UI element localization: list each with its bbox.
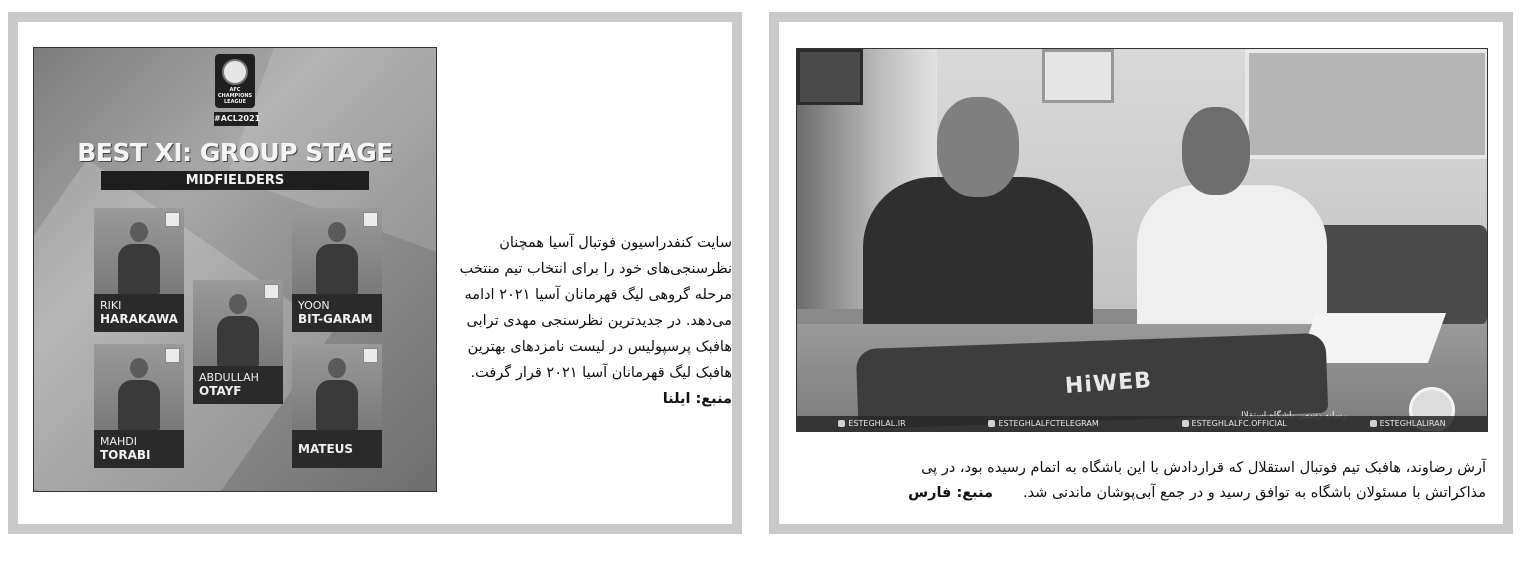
caption-line: آرش رضاوند، هافبک تیم فوتبال استقلال که قراردادش با این باشگاه به اتمام رسیده بود، در پی	[921, 460, 1486, 476]
contract-signing-photo	[796, 48, 1488, 432]
graphic-title: BEST XI: GROUP STAGE	[77, 138, 393, 167]
wall-frame	[797, 49, 863, 105]
acl-logo-icon	[215, 54, 255, 108]
club-badge-icon	[264, 284, 279, 299]
instagram-icon	[1182, 420, 1189, 427]
club-badge-icon	[363, 348, 378, 363]
player-card-bit-garam	[292, 208, 382, 332]
player-photo	[118, 358, 160, 428]
social-handle: ESTEGHLALFC.OFFICIAL	[1191, 419, 1287, 428]
twitter-icon	[1370, 420, 1377, 427]
club-badge-icon	[165, 212, 180, 227]
news-panel-esteghlal	[769, 12, 1513, 534]
photo-caption	[796, 456, 1486, 506]
social-item	[988, 419, 1098, 428]
player-first-name: MAHDI	[100, 435, 138, 448]
player-name-plate	[193, 366, 283, 404]
social-item	[1370, 419, 1446, 428]
player-card-otayf	[193, 280, 283, 404]
player-last-name: HARAKAWA	[100, 312, 178, 326]
instagram-icon	[838, 420, 845, 427]
caption-line: مذاکراتش با مسئولان باشگاه به توافق رسید و در جمع آبی‌پوشان ماندنی شد.	[1022, 485, 1486, 501]
wall-frame	[1042, 49, 1114, 103]
player-first-name: YOON	[298, 299, 330, 312]
social-handle: ESTEGHLALIRAN	[1379, 419, 1446, 428]
social-item	[1182, 419, 1287, 428]
source-label: منبع: ایلنا	[662, 391, 732, 407]
acl-best-xi-graphic	[33, 47, 437, 492]
player-name-plate	[94, 430, 184, 468]
social-handle: ESTEGHLALFCTELEGRAM	[998, 419, 1099, 428]
source-label: منبع: فارس	[908, 485, 993, 501]
ball-icon	[222, 59, 248, 85]
player-photo	[118, 222, 160, 292]
player-name-plate	[94, 294, 184, 332]
news-panel-acl	[8, 12, 742, 534]
player-last-name: OTAYF	[199, 384, 242, 398]
player-photo	[217, 294, 259, 364]
social-item	[838, 419, 905, 428]
social-bar	[797, 416, 1487, 431]
graphic-subtitle: MIDFIELDERS	[101, 171, 369, 190]
player-first-name: RIKI	[100, 299, 122, 312]
player-first-name: ABDULLAH	[199, 371, 259, 384]
logo-text: AFC CHAMPIONS LEAGUE	[217, 87, 253, 105]
player-card-harakawa	[94, 208, 184, 332]
player-photo	[316, 358, 358, 428]
club-badge-icon	[363, 212, 378, 227]
player-card-torabi	[94, 344, 184, 468]
player-name-plate	[292, 430, 382, 468]
wall-frame	[1245, 49, 1488, 159]
player-last-name: MATEUS	[298, 442, 354, 456]
social-handle: ESTEGHLAL.IR	[848, 419, 906, 428]
player-last-name: BIT-GARAM	[298, 312, 373, 326]
article-text-block	[444, 230, 732, 412]
player-name-plate	[292, 294, 382, 332]
player-last-name: TORABI	[100, 448, 151, 462]
player-card-mateus	[292, 344, 382, 468]
jersey-sponsor-text: HiWEB	[1064, 367, 1153, 400]
hashtag-tag: #ACL2021	[214, 112, 258, 126]
article-body: سایت کنفدراسیون فوتبال آسیا همچنان نظرسنجی‌های خود را برای انتخاب تیم منتخب مرحله گروهی لیگ قهرمانان آسیا ۲۰۲۱ ادامه می‌دهد. در جدیدترین نظرسنجی مهدی ترابی هافبک پرسپولیس در لیست نامزدهای بهترین هافبک لیگ قهرمانان آسیا ۲۰۲۱ قرار گرفت.	[459, 235, 732, 381]
telegram-icon	[988, 420, 995, 427]
sofa	[1317, 225, 1487, 325]
player-photo	[316, 222, 358, 292]
club-badge-icon	[165, 348, 180, 363]
